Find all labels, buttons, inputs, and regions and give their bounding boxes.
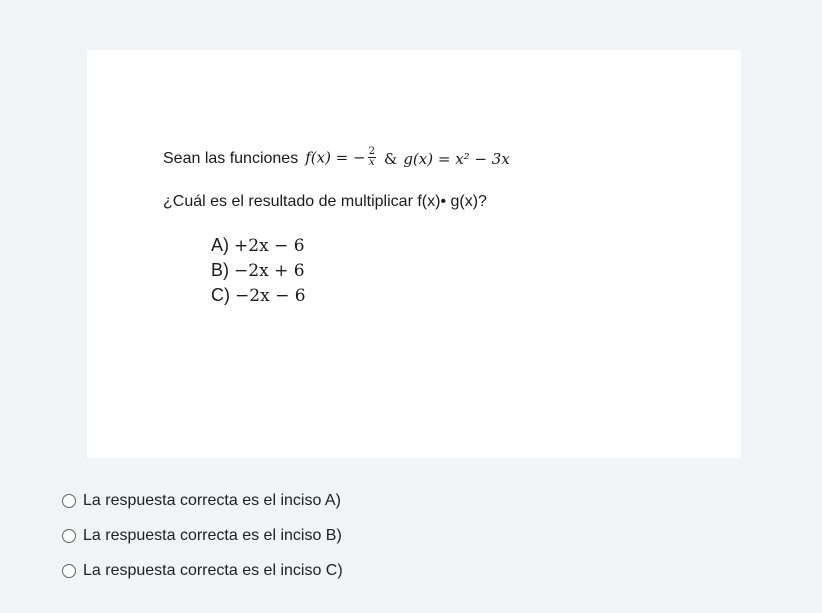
answer-label[interactable]: La respuesta correcta es el inciso A)	[83, 491, 341, 509]
ampersand: &	[383, 149, 398, 168]
intro-text: Sean las funciones	[163, 149, 299, 167]
question-image	[87, 50, 741, 458]
answer-radio-group	[60, 483, 343, 588]
functions-definition	[163, 148, 510, 169]
g-definition: g(x) = x² − 3x	[403, 149, 510, 168]
f-definition: f(x) = − $\frac{2}{x}$	[305, 146, 375, 168]
radio-button[interactable]	[62, 494, 76, 508]
radio-button[interactable]	[62, 564, 76, 578]
option-c: C) −2x − 6	[211, 285, 306, 306]
radio-button[interactable]	[62, 529, 76, 543]
answer-label[interactable]: La respuesta correcta es el inciso B)	[83, 526, 342, 544]
option-b: B) −2x + 6	[211, 260, 305, 281]
question-prompt: ¿Cuál es el resultado de multiplicar f(x)• g(x)?	[163, 193, 487, 210]
fraction: $\frac{2}{x}$	[368, 146, 375, 168]
options-list	[211, 233, 306, 308]
option-a: A) +2x − 6	[211, 235, 305, 256]
answer-option-a[interactable]	[60, 483, 343, 518]
answer-option-b[interactable]	[60, 518, 343, 553]
answer-option-c[interactable]	[60, 553, 343, 588]
answer-label[interactable]: La respuesta correcta es el inciso C)	[83, 561, 343, 579]
